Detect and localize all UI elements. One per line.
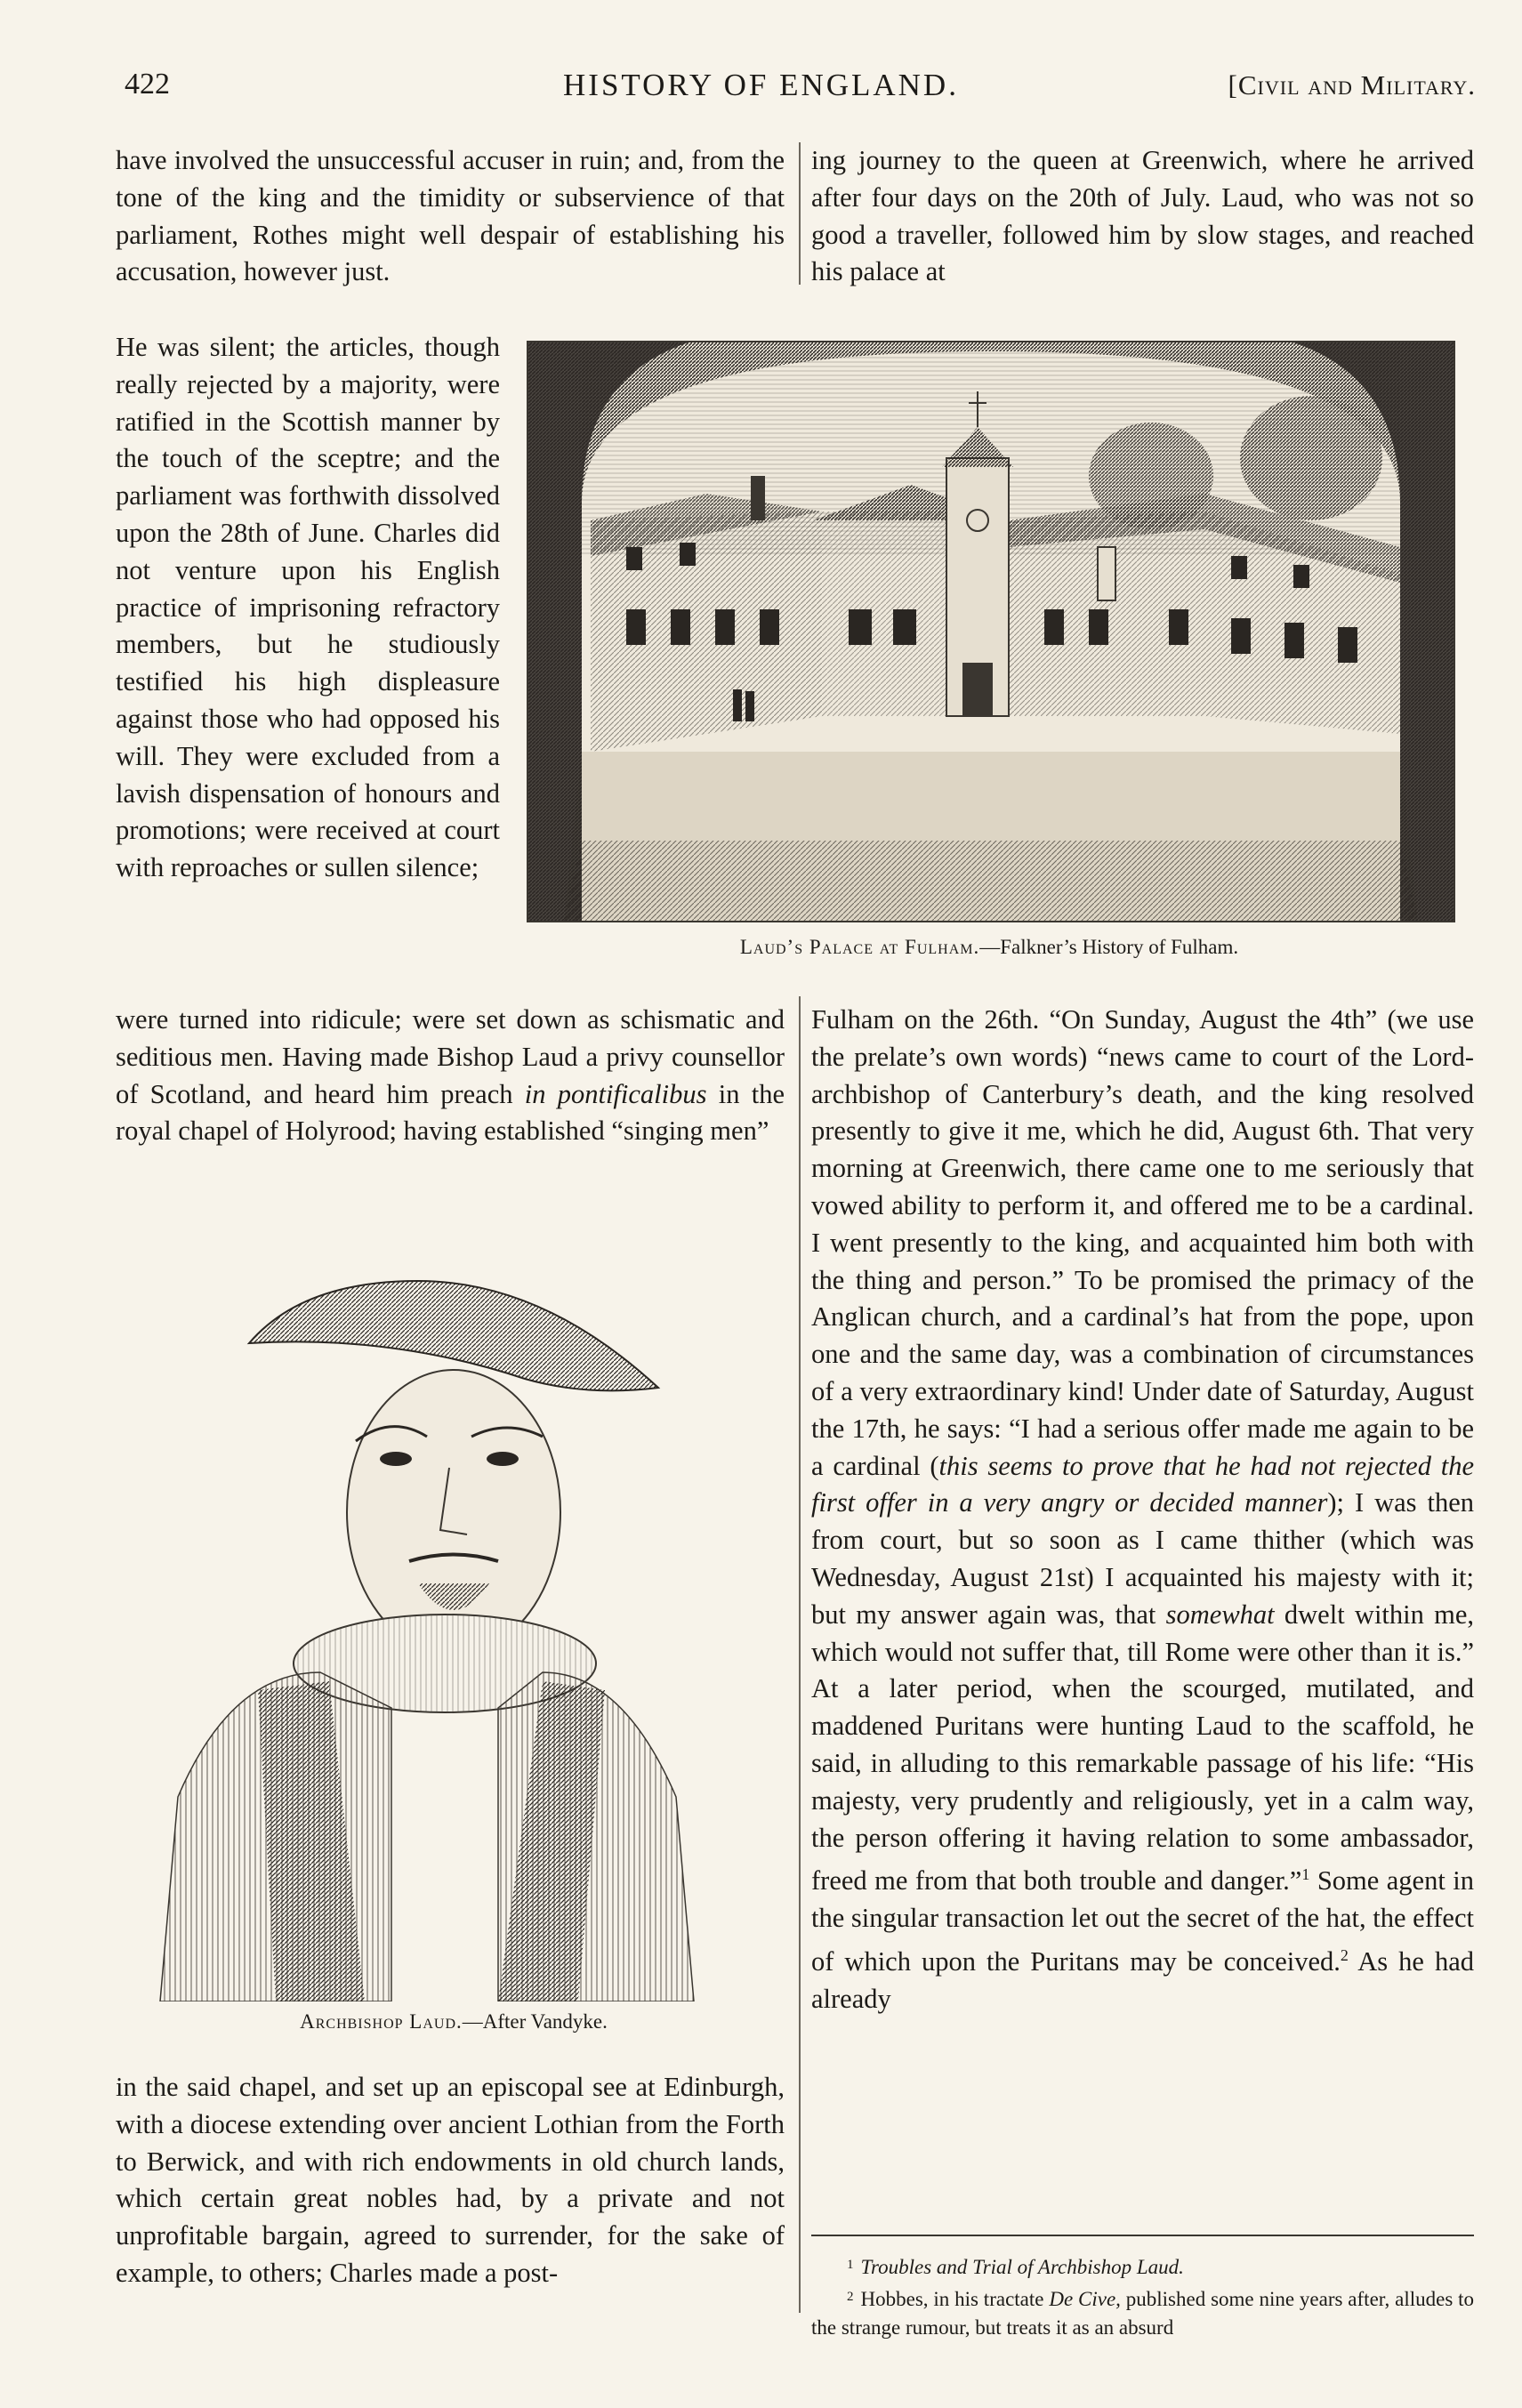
palace-courtyard-illustration [528, 342, 1454, 921]
left-paragraph-opening [116, 142, 785, 291]
right-paragraph-top [811, 142, 1474, 291]
palace-caption [527, 936, 1452, 959]
footnote-1-mark: 1 [847, 2258, 854, 2272]
left-bottom-text: in the said chapel, and set up an episcopal see at Edinburgh, with a diocese extending over ancient Lothian from the Forth to Berwick, and with rich endowments in old church lands, which certain great nobles had, by a private and not unprofitable bargain, agreed to surrender, for the sake of example, to others; Charles made a post- [116, 2072, 785, 2288]
footnote-1 [811, 2251, 1474, 2282]
portrait-caption-title: Archbishop Laud. [300, 2010, 463, 2033]
section-heading: [Civil and Military. [1228, 69, 1476, 101]
archbishop-portrait-illustration [125, 1245, 738, 2001]
italic-word: somewhat [1165, 1599, 1275, 1630]
column-rule-top [799, 142, 801, 285]
palace-engraving [527, 341, 1455, 922]
left-continuation-text: were turned into ridicule; were set down as schismatic and seditious men. Having made Bishop Laud a privy counsellor of Scotland, and heard him preach in pontificalibus in the royal chapel of Holyrood; having established “singing men” [116, 1004, 785, 1147]
footnote-ref-1[interactable]: 1 [1301, 1865, 1310, 1884]
portrait-caption [125, 2010, 783, 2034]
portrait-engraving [125, 1245, 738, 2001]
left-narrow-text: He was silent; the articles, though really rejected by a majority, were ratified in the Scottish manner by the touch of the sceptre; and the parliament was forthwith dissolved upon the 28th of June. Charles did not venture upon his English practice of imprisoning refractory members, but he studiously testified his high displeasure against those who had opposed his will. They were excluded from a lavish dispensation of honours and promotions; were received at court with reproaches or sullen silence; [116, 332, 500, 883]
running-title: HISTORY OF ENGLAND. [563, 68, 959, 102]
right-top-text: ing journey to the queen at Greenwich, where he arrived after four days on the 20th of July. Laud, who was not so good a traveller, followed him by slow stages, and reached his palace at [811, 145, 1474, 287]
right-bottom-text: Fulham on the 26th. “On Sunday, August the 4th” (we use the prelate’s own words) “news came to court of the Lord-archbishop of Canterbury’s death, and the king resolved presently to give it me, which he did, August 6th. That very morning at Greenwich, there came one to me seriously that vowed ability to perform it, and offered me to be a cardinal. I went presently to the king, and acquainted him both with the thing and person.” To be promised the primacy of the Anglican church, and a cardinal’s hat from the pope, upon one and the same day, was a combination of circumstances of a very extraordinary kind! Under date of Saturday, August the 17th, he says: “I had a serious offer made me again to be a cardinal (this seems to prove that he had not rejected the first offer in a very angry or decided manner); I was then from court, but so soon as I came thither (which was Wednesday, August 21st) I acquainted his majesty with it; but my answer again was, that somewhat dwelt within me, which would not suffer that, till Rome were other than it is.” At a later period, when the scourged, mutilated, and maddened Puritans were hunting Laud to the scaffold, he said, in alluding to this remarkable passage of his life: “His majesty, very prudently and religiously, yet in a calm way, the person offering it having relation to some ambassador, freed me from that both trouble and danger.”$^1$ Some agent in the singular transaction let out the secret of the hat, the effect of which upon the Puritans may be conceived.$^2$ As he had already [811, 1004, 1475, 2015]
left-paragraph-continuation [116, 1002, 785, 1150]
palace-caption-source: —Falkner’s History of Fulham. [979, 936, 1239, 958]
left-paragraph-beside-figure [116, 329, 500, 887]
portrait-caption-source: —After Vandyke. [462, 2010, 608, 2033]
footnote-2: $^2$ Hobbes, in his tractate De Cive, published some nine years after, alludes to the strange rumour, but treats it as an absurd [811, 2288, 1475, 2339]
italic-phrase: in pontificalibus [524, 1078, 707, 1109]
footnote-ref-2[interactable]: 2 [1340, 1946, 1349, 1965]
page-number: 422 [125, 68, 170, 101]
palace-caption-title: Laud’s Palace at Fulham. [739, 936, 980, 958]
left-opening-text: have involved the unsuccessful accuser in ruin; and, from the tone of the king and the timidity or subservience of that parliament, Rothes might well despair of establishing his accusation, however just. [116, 145, 785, 287]
footnote-2-mark: 2 [847, 2290, 854, 2304]
page-header [0, 68, 1522, 112]
left-paragraph-bottom [116, 2069, 785, 2292]
footnote-1-text: Troubles and Trial of Archbishop Laud. [860, 2256, 1184, 2278]
italic-aside: this seems to prove that he had not rejected the first offer in a very angry or decided manner [811, 1450, 1475, 1518]
right-paragraph-bottom [811, 1002, 1474, 2018]
footnote-rule [811, 2235, 1474, 2236]
column-rule-bottom [799, 996, 801, 2313]
